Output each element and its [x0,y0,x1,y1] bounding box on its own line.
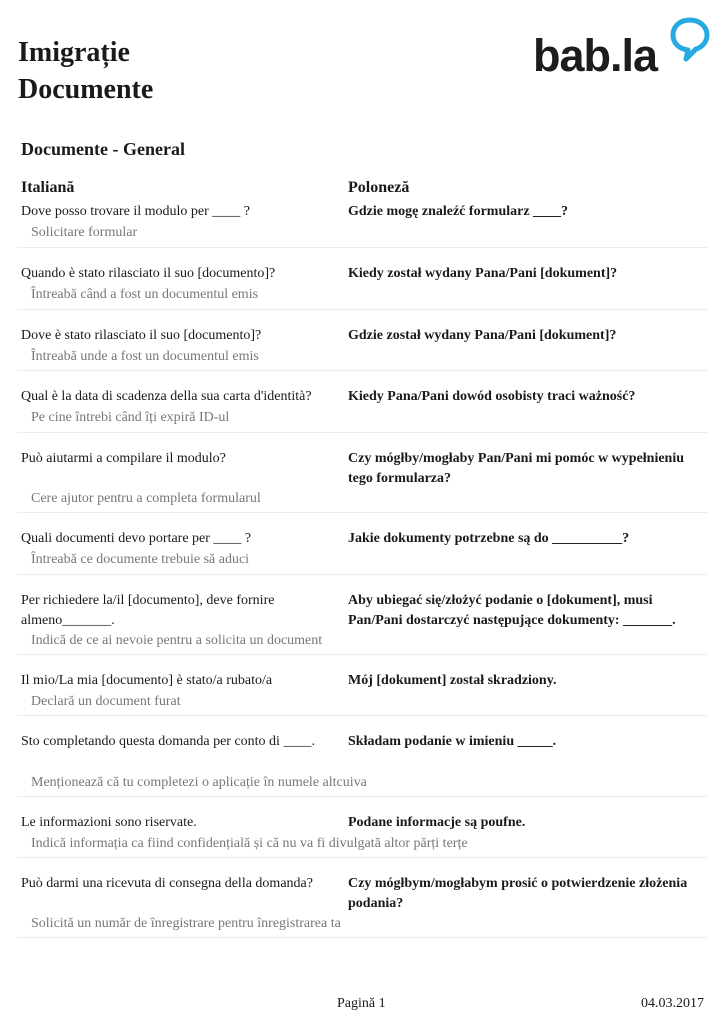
phrase-row [17,858,708,938]
target-phrase: Podane informacje są poufne. [348,815,526,830]
footer-date: 04.03.2017 [641,996,704,1011]
target-phrase: Kiedy Pana/Pani dowód osobisty traci ważność? [348,389,636,404]
phrase-row [17,655,708,716]
phrase-note: Întreabă când a fost un documentul emis [31,287,259,302]
target-phrase: Mój [dokument] został skradziony. [348,673,557,688]
phrase-row [17,310,708,371]
phrase-note: Indică de ce ai nevoie pentru a solicita un document [31,633,323,648]
target-phrase: Czy mógłby/mogłaby Pan/Pani mi pomóc w wypełnieniu tego formularza? [348,451,685,486]
source-phrase: Le informazioni sono riservate. [21,815,197,830]
page-title-line-1: Imigrație [18,37,130,68]
source-phrase: Qual è la data di scadenza della sua carta d'identità? [21,389,312,404]
source-phrase: Dove è stato rilasciato il suo [documento]? [21,328,262,343]
phrase-note: Solicită un număr de înregistrare pentru înregistrarea ta [31,916,341,931]
phrase-note: Întreabă ce documente trebuie să aduci [31,552,250,567]
target-phrase: Składam podanie w imieniu _____. [348,734,557,749]
source-phrase: Può aiutarmi a compilare il modulo? [21,451,226,466]
speech-bubble-icon [669,16,711,62]
source-phrase: Il mio/La mia [documento] è stato/a rubato/a [21,673,273,688]
target-phrase: Czy mógłbym/mogłabym prosić o potwierdzenie złożenia podania? [348,876,688,911]
target-phrase: Aby ubiegać się/złożyć podanie o [dokument], musi Pan/Pani dostarczyć następujące dokumenty: _______. [348,593,676,628]
phrase-note: Indică informația ca fiind confidențială și că nu va fi divulgată altor părți terțe [31,836,468,851]
target-phrase: Gdzie mogę znaleźć formularz ____? [348,204,569,219]
page-number: Pagină 1 [337,996,386,1011]
section-title: Documente - General [21,139,185,159]
phrase-row [17,248,708,310]
phrase-row [17,202,708,248]
phrase-row [17,433,708,513]
page-title-line-2: Documente [18,74,154,105]
phrase-note: Solicitare formular [31,225,138,240]
page-title [18,34,153,108]
source-phrase: Per richiedere la/il [documento], deve fornire almeno_______. [21,593,275,628]
phrase-row [17,716,708,797]
phrase-row [17,371,708,433]
phrase-row [17,513,708,575]
source-phrase: Quando è stato rilasciato il suo [documento]? [21,266,276,281]
column-header-source: Italiană [21,179,75,196]
phrase-row [17,575,708,655]
phrase-row [17,797,708,858]
target-phrase: Kiedy został wydany Pana/Pani [dokument]? [348,266,618,281]
phrase-note: Întreabă unde a fost un documentul emis [31,349,259,364]
phrase-note: Declară un document furat [31,694,181,709]
column-header-target: Poloneză [348,179,410,196]
phrase-note: Pe cine întrebi când îți expiră ID-ul [31,410,230,425]
phrase-note: Cere ajutor pentru a completa formularul [31,491,261,506]
source-phrase: Può darmi una ricevuta di consegna della domanda? [21,876,313,891]
source-phrase: Dove posso trovare il modulo per ____ ? [21,204,251,219]
source-phrase: Sto completando questa domanda per conto di ____. [21,734,315,749]
logo-text: bab.la [533,30,658,81]
phrase-list [17,202,708,938]
target-phrase: Jakie dokumenty potrzebne są do __________? [348,531,630,546]
phrase-note: Menționează că tu completezi o aplicație în numele altcuiva [31,775,367,790]
babla-logo [533,16,711,82]
target-phrase: Gdzie został wydany Pana/Pani [dokument]? [348,328,617,343]
source-phrase: Quali documenti devo portare per ____ ? [21,531,252,546]
